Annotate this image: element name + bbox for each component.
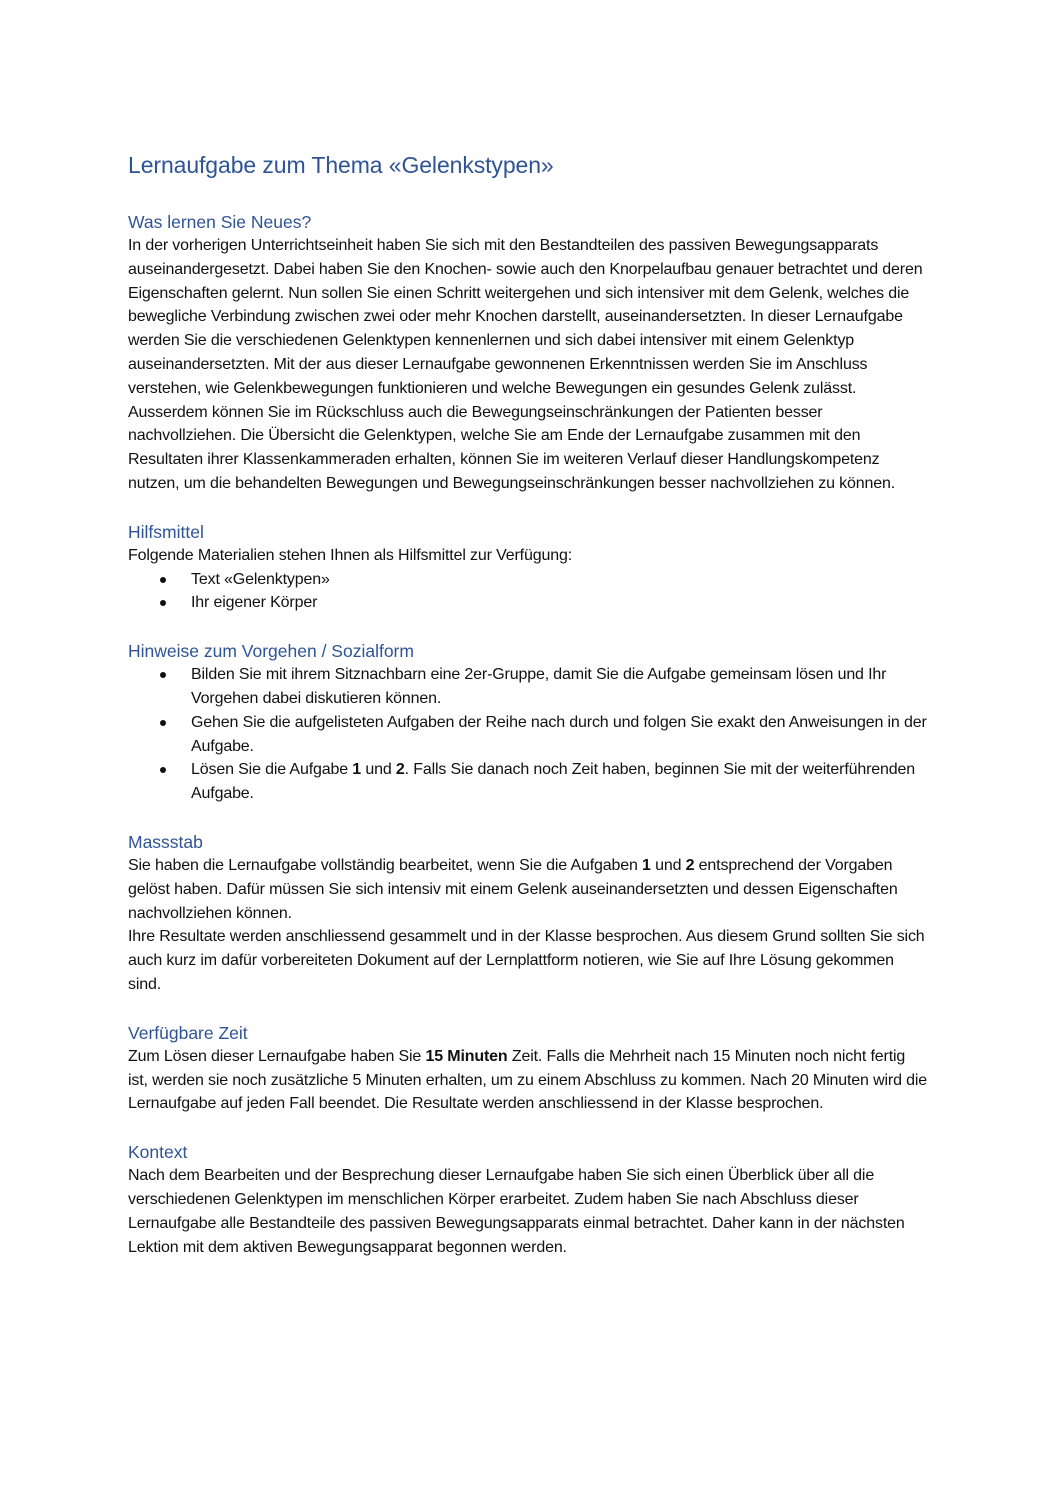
text-run: Lösen Sie die Aufgabe: [191, 761, 353, 779]
list-item: [128, 711, 928, 759]
list-item-text: Bilden Sie mit ihrem Sitznachbarn eine 2er-Gruppe, damit Sie die Aufgabe gemeinsam lösen und Ihr Vorgehen dabei diskutieren können.: [191, 666, 887, 707]
bullet-icon: [160, 577, 166, 583]
bullet-icon: [160, 672, 166, 678]
list-item: [128, 568, 928, 592]
text-run: Zum Lösen dieser Lernaufgabe haben Sie: [128, 1047, 426, 1065]
text-run: Zeit. Falls die Mehrheit nach 15 Minuten noch nicht fertig ist, werden sie noch zusätzliche 5 Minuten erhalten, um zu einem Abschluss zu kommen. Nach 20 Minuten wird die Lernaufgabe auf jeden Fall beendet. Die Resultate werden anschliessend in der Klasse besprochen.: [128, 1047, 928, 1113]
document-title: Lernaufgabe zum Thema «Gelenkstypen»: [128, 152, 554, 178]
list-item-text: Gehen Sie die aufgelisteten Aufgaben der Reihe nach durch und folgen Sie exakt den Anweisungen in der Aufgabe.: [191, 713, 927, 755]
bold-task-number: 2: [395, 761, 405, 779]
document-content: [128, 150, 928, 1283]
bullet-icon: [160, 767, 166, 773]
list-item: [128, 758, 928, 806]
list-item: [128, 663, 928, 711]
section-neues: [128, 210, 928, 496]
bold-task-number: 2: [685, 856, 695, 874]
hilfsmittel-list: [128, 568, 928, 616]
text-run: und: [650, 856, 686, 874]
text-run: und: [361, 761, 396, 779]
section-intro-hilfsmittel: Folgende Materialien stehen Ihnen als Hilfsmittel zur Verfügung:: [128, 546, 572, 564]
section-heading-neues: Was lernen Sie Neues?: [128, 212, 312, 232]
section-heading-massstab: Massstab: [128, 831, 203, 852]
section-heading-hinweise: Hinweise zum Vorgehen / Sozialform: [128, 641, 414, 662]
bullet-icon: [160, 600, 166, 606]
section-text-massstab-2: Ihre Resultate werden anschliessend gesammelt und in der Klasse besprochen. Aus diesem Grund sollten Sie sich auch kurz im dafür vorbereiteten Dokument auf der Lernplattform notieren, wie Sie auf Ihre Lösung gekommen sind.: [128, 928, 925, 993]
bold-time: 15 Minuten: [425, 1047, 508, 1065]
list-item-text: [191, 761, 915, 802]
text-run: Sie haben die Lernaufgabe vollständig bearbeitet, wenn Sie die Aufgaben: [128, 856, 643, 874]
section-hilfsmittel: [128, 520, 928, 615]
section-heading-zeit: Verfügbare Zeit: [128, 1022, 248, 1043]
section-hinweise: [128, 639, 928, 806]
section-heading-kontext: Kontext: [128, 1142, 188, 1163]
bold-task-number: 1: [642, 856, 651, 874]
text-run: entsprechend der Vorgaben gelöst haben. Dafür müssen Sie sich intensiv mit einem Gelenk auseinandersetzten und dessen Eigenschaften nachvollziehen können.: [128, 856, 898, 922]
section-massstab: [128, 830, 928, 997]
hinweise-list: [128, 663, 928, 806]
section-text-zeit: [128, 1045, 928, 1116]
section-heading-hilfsmittel: Hilfsmittel: [128, 521, 204, 542]
section-zeit: [128, 1021, 928, 1116]
list-item-text: Ihr eigener Körper: [191, 594, 318, 612]
bold-task-number: 1: [352, 761, 362, 779]
section-text-neues: In der vorherigen Unterrichtseinheit haben Sie sich mit den Bestandteilen des passiven Bewegungsapparats auseinandergesetzt. Dabei haben Sie den Knochen- sowie auch den Knorpelaufbau genauer betrachtet und deren Eigenschaften gelernt. Nun sollen Sie einen Schritt weitergehen und sich intensiver mit dem Gelenk, welches die bewegliche Verbindung zwischen zwei oder mehr Knochen darstellt, auseinandersetzten. In dieser Lernaufgabe werden Sie die verschiedenen Gelenktypen kennenlernen und sich dabei intensiver mit einem Gelenktyp auseinandersetzten. Mit der aus dieser Lernaufgabe gewonnenen Erkenntnissen werden Sie im Anschluss verstehen, wie Gelenkbewegungen funktionieren und welche Bewegungen ein gesundes Gelenk zulässt. Ausserdem können Sie im Rückschluss auch die Bewegungseinschränkungen der Patienten besser nachvollziehen. Die Übersicht die Gelenktypen, welche Sie am Ende der Lernaufgabe zusammen mit den Resultaten ihrer Klassenkammeraden erhalten, können Sie im weiteren Verlauf dieser Handlungskompetenz nutzen, um die behandelten Bewegungen und Bewegungseinschränkungen besser nachvollziehen zu können.: [128, 237, 923, 492]
text-run: . Falls Sie danach noch Zeit haben, beginnen Sie mit der weiterführenden Aufgabe.: [191, 761, 916, 803]
list-item: [128, 591, 928, 615]
list-item-text: Text «Gelenktypen»: [191, 570, 330, 588]
section-kontext: [128, 1140, 928, 1259]
section-text-kontext: Nach dem Bearbeiten und der Besprechung dieser Lernaufgabe haben Sie sich einen Überblick über all die verschiedenen Gelenktypen im menschlichen Körper erarbeitet. Zudem haben Sie nach Abschluss dieser Lernaufgabe alle Bestandteile des passiven Bewegungsapparats einmal betrachtet. Daher kann in der nächsten Lektion mit dem aktiven Bewegungsapparat begonnen werden.: [128, 1167, 905, 1256]
bullet-icon: [160, 720, 166, 726]
section-text-massstab-1: [128, 854, 928, 925]
